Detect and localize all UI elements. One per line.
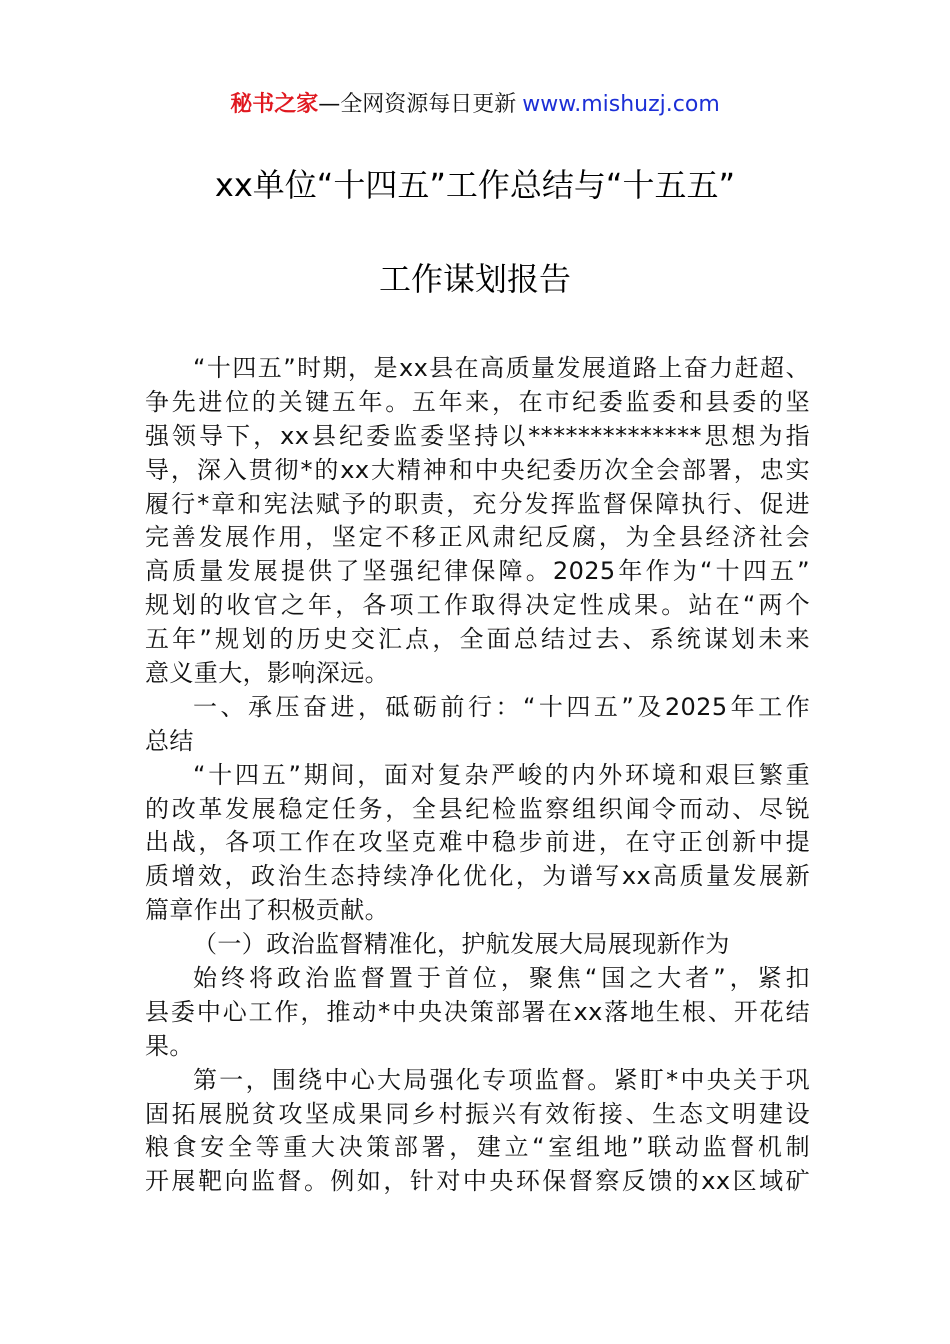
body-line: “十四五”时期，是xx县在高质量发展道路上奋力赶超、 xyxy=(193,354,810,382)
document-body xyxy=(145,352,810,1199)
body-line: 篇章作出了积极贡献。 xyxy=(145,896,389,925)
subsection-heading: （一）政治监督精准化，护航发展大局展现新作为 xyxy=(193,930,730,959)
site-header xyxy=(0,88,950,122)
body-line: 开展靶向监督。例如，针对中央环保督察反馈的xx区域矿 xyxy=(145,1167,810,1196)
brand-name: 秘书之家 xyxy=(230,92,319,117)
body-line: 规划的收官之年，各项工作取得决定性成果。站在“两个 xyxy=(145,591,810,620)
section-heading: 一、承压奋进，砥砺前行：“十四五”及2025年工作 xyxy=(193,692,810,721)
header-tagline: —全网资源每日更新 xyxy=(318,92,517,117)
section-heading: 总结 xyxy=(145,726,194,755)
body-line: 导，深入贯彻*的xx大精神和中央纪委历次全会部署，忠实 xyxy=(145,455,810,484)
body-line: 的改革发展稳定任务，全县纪检监察组织闻令而动、尽锐 xyxy=(145,794,810,823)
body-line: 粮食安全等重大决策部署，建立“室组地”联动监督机制 xyxy=(145,1133,810,1162)
body-line: 争先进位的关键五年。五年来，在市纪委监委和县委的坚 xyxy=(145,387,810,416)
body-line: 始终将政治监督置于首位，聚焦“国之大者”，紧扣 xyxy=(193,964,810,993)
document-title-line-1: xx单位“十四五”工作总结与“十五五” xyxy=(214,166,736,204)
body-line: 固拓展脱贫攻坚成果同乡村振兴有效衔接、生态文明建设 xyxy=(145,1099,810,1128)
document-title-line-2: 工作谋划报告 xyxy=(378,260,571,298)
body-line: “十四五”期间，面对复杂严峻的内外环境和艰巨繁重 xyxy=(193,760,810,789)
body-line: 履行*章和宪法赋予的职责，充分发挥监督保障执行、促进 xyxy=(145,489,810,518)
body-line: 高质量发展提供了坚强纪律保障。2025年作为“十四五” xyxy=(145,557,810,586)
body-line: 五年”规划的历史交汇点，全面总结过去、系统谋划未来 xyxy=(145,625,810,654)
body-line: 完善发展作用，坚定不移正风肃纪反腐，为全县经济社会 xyxy=(145,523,810,552)
body-line: 第一，围绕中心大局强化专项监督。紧盯*中央关于巩 xyxy=(193,1065,810,1094)
body-line: 意义重大，影响深远。 xyxy=(145,659,389,688)
body-line: 果。 xyxy=(145,1031,194,1060)
site-url-link[interactable]: www.mishuzj.com xyxy=(522,92,720,117)
body-line: 强领导下，xx县纪委监委坚持以**************思想为指 xyxy=(145,421,810,450)
body-line: 质增效，政治生态持续净化优化，为谱写xx高质量发展新 xyxy=(145,862,810,891)
body-line: 出战，各项工作在攻坚克难中稳步前进，在守正创新中提 xyxy=(145,828,810,857)
body-line: 县委中心工作，推动*中央决策部署在xx落地生根、开花结 xyxy=(145,997,810,1026)
